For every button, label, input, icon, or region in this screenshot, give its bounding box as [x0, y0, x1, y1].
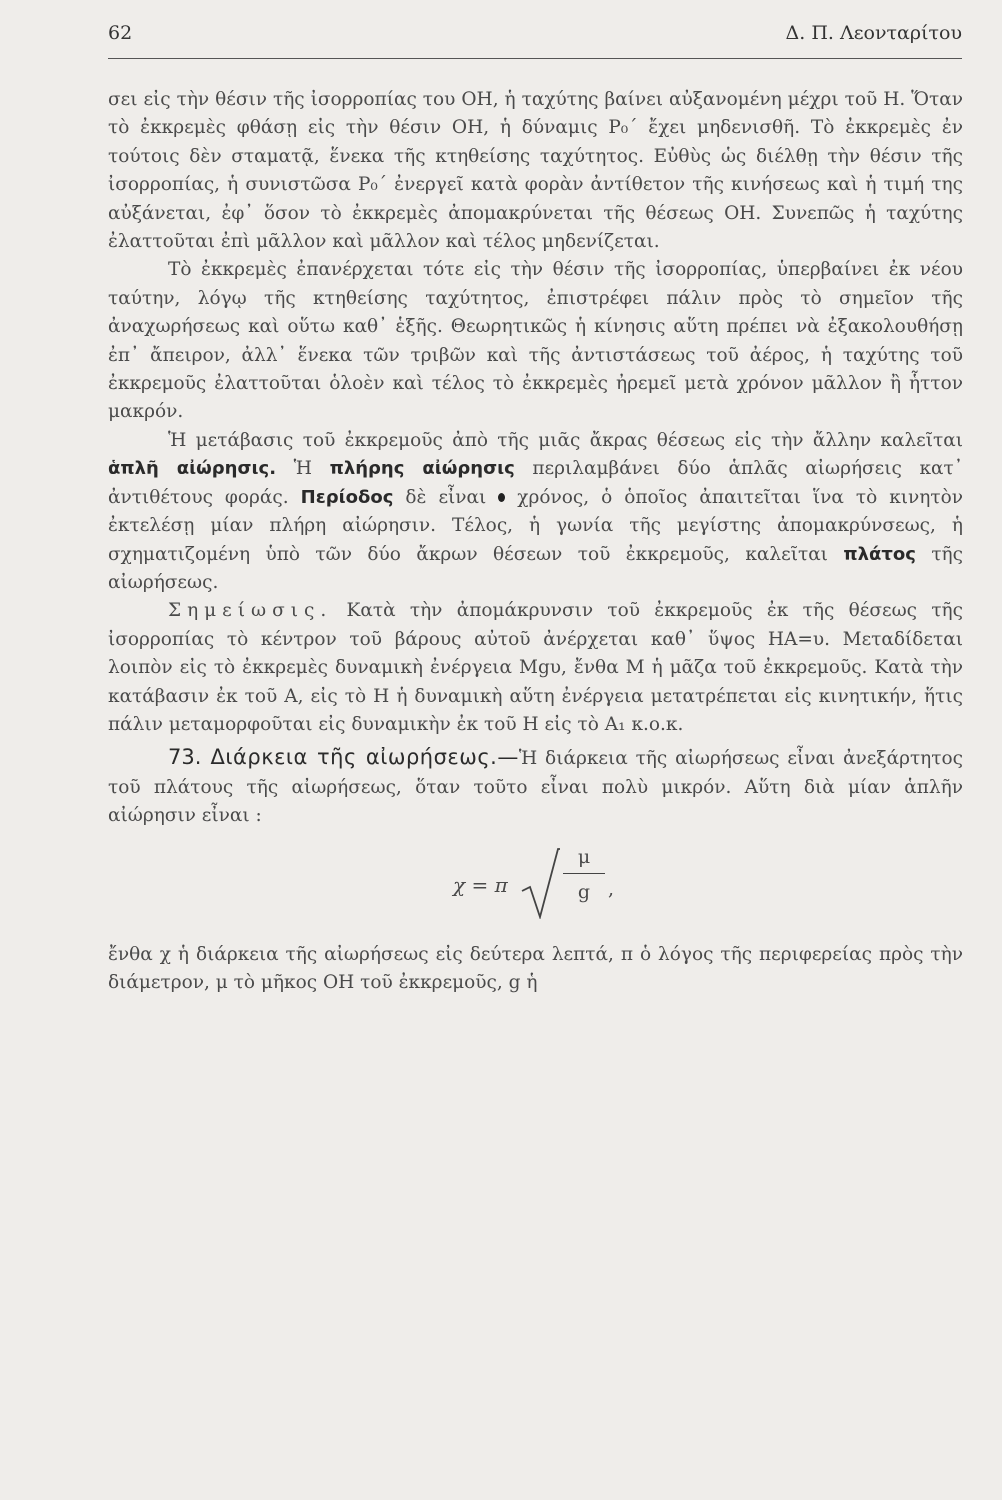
formula-denominator: g: [577, 880, 591, 903]
paragraph-3-text-3: περιλαμβάνει δύο ἁπλᾶς αἰωρήσεις κατ᾽ ἀντιθέτους φοράς.: [108, 458, 964, 508]
period-formula: [108, 841, 963, 933]
term-period: Περίοδος: [300, 486, 394, 508]
paragraph-3-text-1: Ἡ μετάβασις τοῦ ἐκκρεμοῦς ἀπὸ τῆς μιᾶς ἄκρας θέσεως εἰς τὴν ἄλλην καλεῖται: [168, 429, 963, 451]
page-header: [108, 22, 962, 59]
formula-lhs: χ = π: [453, 872, 508, 897]
body-text: [108, 86, 963, 997]
term-amplitude: πλάτος: [843, 543, 916, 565]
formula-comma: ,: [608, 877, 615, 900]
paragraph-2: Τὸ ἐκκρεμὲς ἐπανέρχεται τότε εἰς τὴν θέσιν τῆς ἰσορροπίας, ὑπερβαίνει ἐκ νέου ταύτην, λόγῳ τῆς κτηθείσης ταχύτητος, ἐπιστρέφει πάλιν πρὸς τὸ σημεῖον τῆς ἀναχωρήσεως καὶ οὕτω καθ᾽ ἑξῆς. Θεωρητικῶς ἡ κίνησις αὕτη πρέπει νὰ ἐξακολουθήσῃ ἐπ᾽ ἄπειρον, ἀλλ᾽ ἕνεκα τῶν τριβῶν καὶ τῆς ἀντιστάσεως τοῦ ἀέρος, ἡ ταχύτης τοῦ ἐκκρεμοῦς ἐλαττοῦται ὁλοὲν καὶ τέλος τὸ ἐκκρεμὲς ἠρεμεῖ μετὰ χρόνον μᾶλλον ἢ ἧττον μακρόν.: [108, 259, 963, 423]
running-head: Δ. Π. Λεονταρίτου: [785, 22, 962, 44]
paragraph-1: σει εἰς τὴν θέσιν τῆς ἰσορροπίας του ΟΗ, ἡ ταχύτης βαίνει αὐξανομένη μέχρι τοῦ Η. Ὅταν τὸ ἐκκρεμὲς φθάσῃ εἰς τὴν θέσιν ΟΗ, ἡ δύναμις Ρ₀΄ ἔχει μηδενισθῆ. Τὸ ἐκκρεμὲς ἐν τούτοις δὲν σταματᾷ, ἕνεκα τῆς κτηθείσης ταχύτητος. Εὐθὺς ὡς διέλθῃ τὴν θέσιν τῆς ἰσορροπίας, ἡ συνιστῶσα Ρ₀΄ ἐνεργεῖ κατὰ φορὰν ἀντίθετον τῆς κινήσεως καὶ ἡ τιμή της αὐξάνεται, ἐφ᾽ ὅσον τὸ ἐκκρεμὲς ἀπομακρύνεται τῆς θέσεως ΟΗ. Συνεπῶς ἡ ταχύτης ἐλαττοῦται ἐπὶ μᾶλλον καὶ μᾶλλον καὶ τέλος μηδενίζεται.: [108, 89, 963, 253]
paragraph-3-text-6: τῆς αἰωρήσεως.: [108, 543, 964, 593]
term-simple-oscillation: ἁπλῆ αἰώρησις.: [108, 458, 277, 480]
term-full-oscillation: πλήρης αἰώρησις: [329, 458, 515, 480]
paragraph-3-text-2: Ἡ: [276, 458, 330, 480]
note-label: Σημείωσις.: [168, 600, 333, 622]
formula-fraction: [563, 843, 605, 912]
section-title: Διάρκεια τῆς αἰωρήσεως.—: [201, 745, 519, 770]
section-number: 73.: [168, 745, 202, 770]
formula-numerator: μ: [563, 843, 605, 874]
paragraph-3-text-4: δὲ εἶναι: [393, 486, 499, 508]
paragraph-5: ἔνθα χ ἡ διάρκεια τῆς αἰωρήσεως εἰς δεύτερα λεπτά, π ὁ λόγος τῆς περιφερείας πρὸς τὴν διάμετρον, μ τὸ μῆκος ΟΗ τοῦ ἐκκρεμοῦς, g ἡ: [108, 943, 963, 993]
section-text: Ἡ διάρκεια τῆς αἰωρήσεως εἶναι ἀνεξάρτητος τοῦ πλάτους τῆς αἰωρήσεως, ὅταν τοῦτο εἶναι πολὺ μικρόν. Αὕτη διὰ μίαν ἁπλῆν αἰώρησιν εἶναι :: [108, 748, 964, 827]
note-text: Κατὰ τὴν ἀπομάκρυνσιν τοῦ ἐκκρεμοῦς ἐκ τῆς θέσεως τῆς ἰσορροπίας τὸ κέντρον τοῦ βάρους αὐτοῦ ἀνέρχεται καθ᾽ ὕψος ΗΑ=υ. Μεταδίδεται λοιπὸν εἰς τὸ ἐκκρεμὲς δυναμικὴ ἐνέργεια Mgυ, ἔνθα Μ ἡ μᾶζα τοῦ ἐκκρεμοῦς. Κατὰ τὴν κατάβασιν ἐκ τοῦ Α, εἰς τὸ Η ἡ δυναμικὴ αὕτη ἐνέργεια μετατρέπεται εἰς κινητικήν, ἥτις πάλιν μεταμορφοῦται εἰς δυναμικὴν ἐκ τοῦ Η εἰς τὸ Α₁ κ.ο.κ.: [108, 600, 963, 735]
sqrt-icon: [520, 847, 560, 919]
note-paragraph: [108, 597, 963, 739]
section-73-paragraph: [108, 743, 963, 830]
page-number: 62: [108, 22, 133, 44]
paragraph-3: [108, 427, 963, 597]
paragraph-3-text-5: χρόνος, ὁ ὁποῖος ἀπαιτεῖται ἵνα τὸ κινητὸν ἐκτελέσῃ μίαν πλήρη αἰώρησιν. Τέλος, ἡ γωνία τῆς μεγίστης ἀπομακρύνσεως, ἡ σχηματιζομένη ὑπὸ τῶν δύο ἄκρων θέσεων τοῦ ἐκκρεμοῦς, καλεῖται: [108, 486, 963, 565]
